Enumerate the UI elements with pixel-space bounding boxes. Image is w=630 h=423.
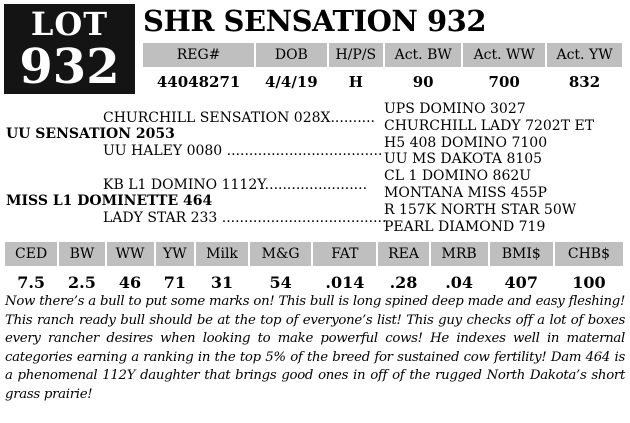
pedigree-ancestor: UU MS DAKOTA 8105 [384,151,543,167]
header-act-ww: Act. WW [462,42,546,68]
pedigree-dam-dam: LADY STAR 233 ..................................... [103,210,387,226]
pedigree-ancestor: CHURCHILL LADY 7202T ET [384,118,595,134]
pedigree-ancestor: H5 408 DOMINO 7100 [384,135,548,151]
header-bmi: BMI$ [489,241,554,267]
value-bmi: 407 [489,267,554,297]
value-reg: 44048271 [142,68,255,96]
header-act-yw: Act. YW [546,42,623,68]
header-bw: BW [58,241,105,267]
epd-table [3,240,625,298]
lot-badge [4,4,135,94]
value-chb: 100 [554,267,624,297]
pedigree-ancestor: CL 1 DOMINO 862U [384,168,532,184]
registration-header-row [142,42,623,68]
value-ced: 7.5 [4,267,58,297]
pedigree-ancestor: PEARL DIAMOND 719 [384,219,546,235]
pedigree-ancestor: R 157K NORTH STAR 50W [384,202,577,218]
lot-number: 932 [19,39,120,95]
header-reg: REG# [142,42,255,68]
lot-label: LOT [30,5,109,43]
value-act-ww: 700 [462,68,546,96]
pedigree-sire-dam: UU HALEY 0080 ................................... [103,143,383,159]
header-ced: CED [4,241,58,267]
value-mg: 54 [249,267,313,297]
header-milk: Milk [195,241,249,267]
header-fat: FAT [312,241,377,267]
header-dob: DOB [255,42,327,68]
registration-value-row [142,68,623,96]
value-act-yw: 832 [546,68,623,96]
header-act-bw: Act. BW [384,42,462,68]
header-ww: WW [106,241,155,267]
registration-table [141,41,624,97]
pedigree-ancestor: MONTANA MISS 455P [384,185,547,201]
header-rea: REA [377,241,429,267]
header-mg: M&G [249,241,313,267]
value-hps: H [328,68,384,96]
header-yw: YW [155,241,196,267]
value-bw: 2.5 [58,267,105,297]
value-act-bw: 90 [384,68,462,96]
pedigree-dam-sire: KB L1 DOMINO 1112Y....................... [103,177,368,193]
value-dob: 4/4/19 [255,68,327,96]
value-mrb: .04 [430,267,489,297]
value-ww: 46 [106,267,155,297]
header-chb: CHB$ [554,241,624,267]
header-hps: H/P/S [328,42,384,68]
pedigree-ancestor: UPS DOMINO 3027 [384,101,526,117]
header-mrb: MRB [430,241,489,267]
value-fat: .014 [312,267,377,297]
value-yw: 71 [155,267,196,297]
pedigree-dam: MISS L1 DOMINETTE 464 [6,193,213,209]
pedigree-sire-sire: CHURCHILL SENSATION 028X.......... [103,110,375,126]
value-milk: 31 [195,267,249,297]
lot-description: Now there’s a bull to put some marks on! This bull is long spined deep made and easy fleshing! This ranch ready bull should be at the top of everyone’s list! This guy checks off a lot of boxes every rancher desires when looking to make powerful cows! He indexes well in maternal categories earning a ranking in the top 5% of the breed for sustained cow fertility! Dam 464 is a phenomenal 112Y daughter that brings good ones in off of the rugged North Dakota’s short grass prairie! [5,294,625,402]
animal-name: SHR SENSATION 932 [143,4,486,38]
pedigree-sire: UU SENSATION 2053 [6,126,175,142]
value-rea: .28 [377,267,429,297]
epd-header-row [4,241,624,267]
